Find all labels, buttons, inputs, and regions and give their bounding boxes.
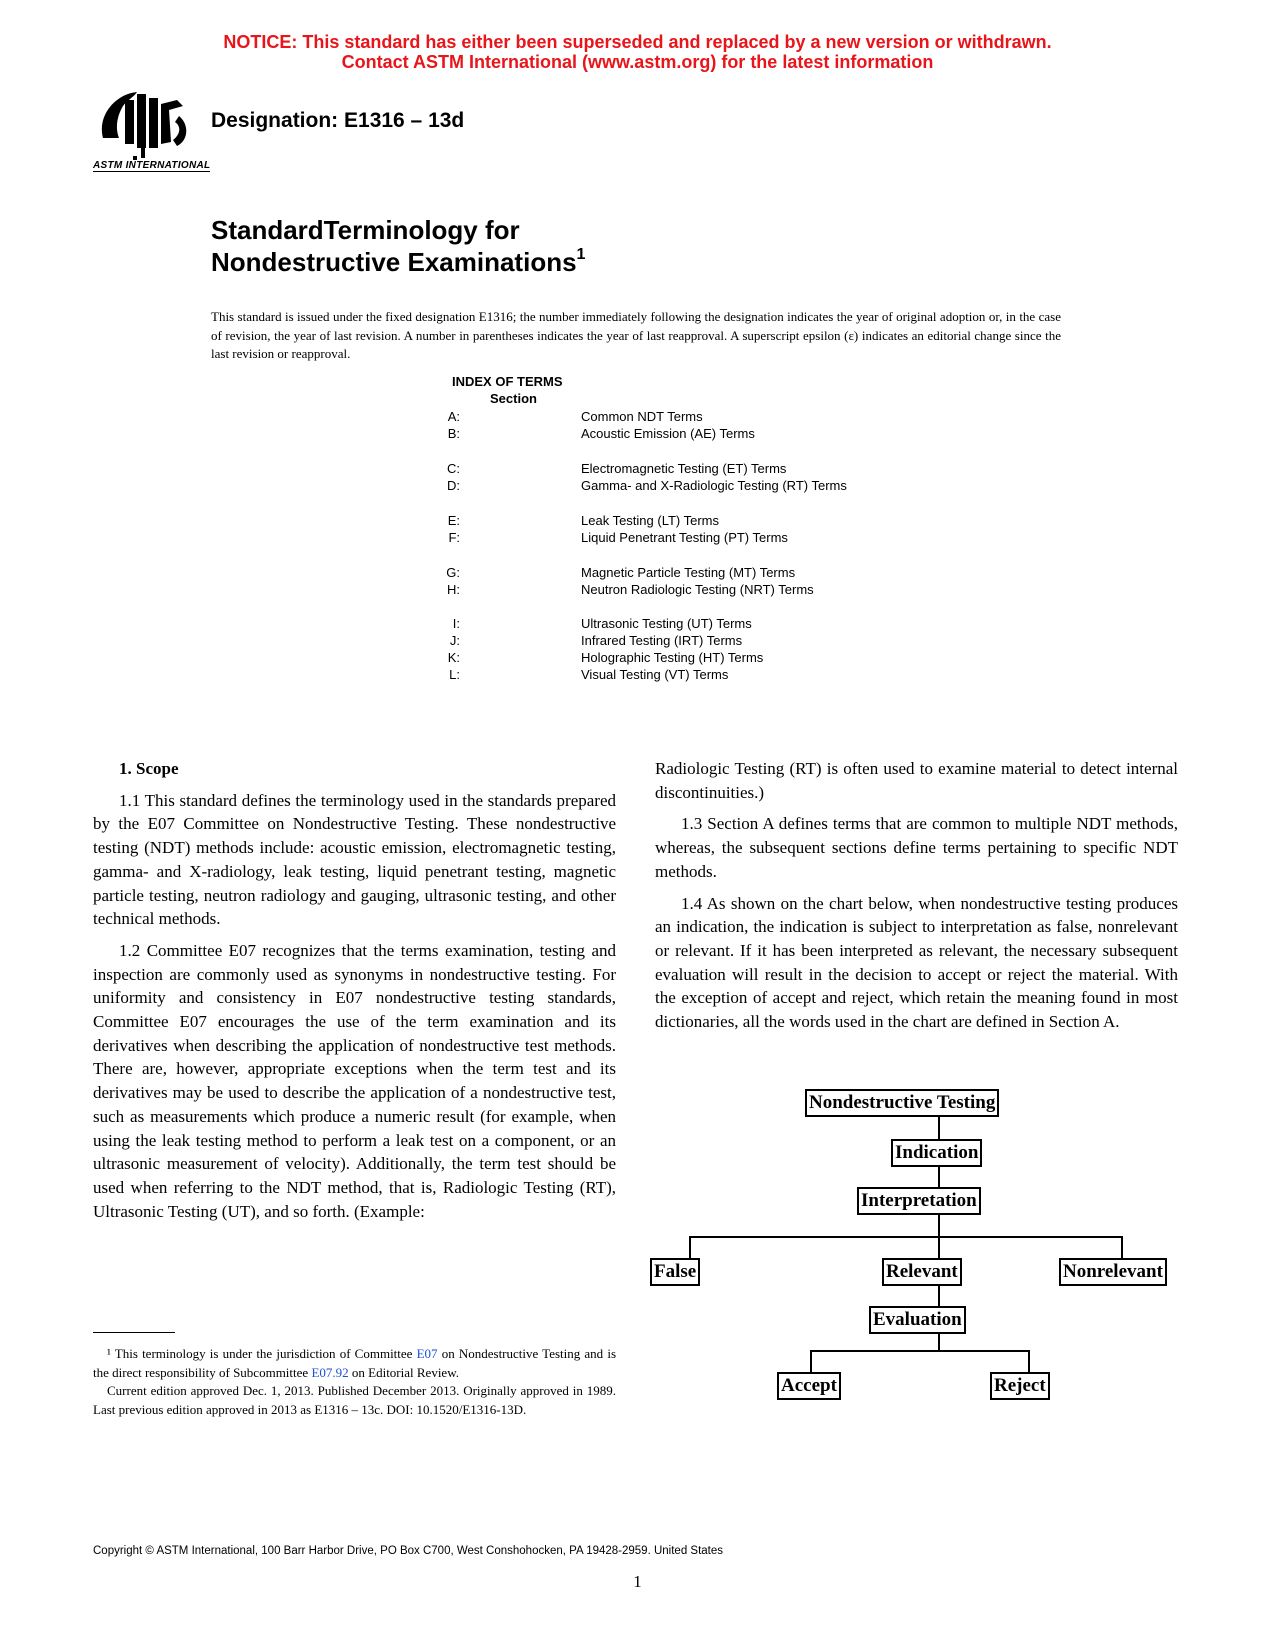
index-term: Acoustic Emission (AE) Terms bbox=[581, 426, 755, 441]
copyright: Copyright © ASTM International, 100 Barr Harbor Drive, PO Box C700, West Conshohocken, PA 19428-2959. United States bbox=[93, 1545, 724, 1557]
index-letter: C: bbox=[447, 461, 460, 476]
footnote-1-text: ¹ This terminology is under the jurisdiction of Committee bbox=[107, 1346, 417, 1361]
index-letter: I: bbox=[452, 616, 460, 631]
index-letter: D: bbox=[447, 478, 460, 493]
right-column bbox=[655, 757, 1178, 1042]
index-term: Electromagnetic Testing (ET) Terms bbox=[581, 461, 787, 476]
index-term: Visual Testing (VT) Terms bbox=[581, 667, 729, 682]
subcommittee-e07-92-link[interactable]: E07.92 bbox=[311, 1364, 349, 1380]
index-term: Common NDT Terms bbox=[581, 409, 703, 424]
paragraph-1-2-continued: Radiologic Testing (RT) is often used to examine material to detect internal discontinuities.) bbox=[655, 759, 1178, 802]
title-line-2: Nondestructive Examinations bbox=[211, 247, 577, 277]
connector bbox=[938, 1284, 940, 1306]
index-letter: L: bbox=[449, 667, 460, 682]
connector bbox=[938, 1332, 940, 1352]
connector bbox=[810, 1350, 812, 1372]
index-letter: J: bbox=[449, 633, 460, 648]
index-term: Infrared Testing (IRT) Terms bbox=[581, 633, 743, 648]
ndt-flowchart bbox=[650, 1087, 1190, 1417]
paragraph-1-3: 1.3 Section A defines terms that are common to multiple NDT methods, whereas, the subsequent sections define terms pertaining to specific NDT methods. bbox=[655, 814, 1178, 881]
paragraph-1-4: 1.4 As shown on the chart below, when nondestructive testing produces an indication, the indication is subject to interpretation as false, nonrelevant or relevant. If it has been interpreted as relevant, the necessary subsequent evaluation will result in the decision to accept or reject the material. With the exception of accept and reject, which retain the meaning found in most dictionaries, all the words used in the chart are defined in Section A. bbox=[655, 893, 1178, 1032]
connector bbox=[938, 1115, 940, 1139]
index-letter: B: bbox=[447, 426, 460, 441]
index-letter: E: bbox=[447, 513, 460, 528]
committee-e07-link[interactable]: E07 bbox=[416, 1346, 438, 1361]
footnotes bbox=[93, 1345, 616, 1419]
connector bbox=[1121, 1236, 1123, 1258]
index-letter: A: bbox=[447, 409, 460, 424]
index-term: Holographic Testing (HT) Terms bbox=[581, 650, 764, 665]
logo-text: ASTM INTERNATIONAL bbox=[93, 160, 211, 171]
title-line-1: StandardTerminology for bbox=[211, 215, 520, 245]
node-accept: Accept bbox=[777, 1372, 841, 1400]
paragraph-1-1: 1.1 This standard defines the terminology used in the standards prepared by the E07 Committee on Nondestructive Testing. These nondestructive testing (NDT) methods include: acoustic emission, electromagnetic testing, gamma- and X-radiology, leak testing, liquid penetrant testing, magnetic particle testing, neutron radiology and gauging, ultrasonic testing, and other technical methods. bbox=[93, 790, 616, 929]
footnote-1 bbox=[93, 1345, 616, 1382]
paragraph-1-2: 1.2 Committee E07 recognizes that the terms examination, testing and inspection are commonly used as synonyms in nondestructive testing. For uniformity and consistency in E07 nondestructive testing standards, Committee E07 encourages the use of the term examination and its derivatives when describing the application of nondestructive test methods. There are, however, appropriate exceptions when the term test and its derivatives may be used to describe the application of a nondestructive test, such as measurements which produce a numeric result (for example, when using the leak testing method to perform a leak test on a component, or an ultrasonic measurement of velocity). Additionally, the term test should be used when referring to the NDT method, that is, Radiologic Testing (RT), Ultrasonic Testing (UT), and so forth. (Example: bbox=[93, 940, 616, 1221]
index-term: Neutron Radiologic Testing (NRT) Terms bbox=[581, 582, 814, 597]
index-term: Gamma- and X-Radiologic Testing (RT) Terms bbox=[581, 478, 847, 493]
connector bbox=[1028, 1350, 1030, 1372]
connector bbox=[689, 1236, 691, 1258]
index-section-header: Section bbox=[490, 391, 537, 406]
page-number: 1 bbox=[633, 1572, 642, 1591]
index-letter: F: bbox=[448, 530, 460, 545]
node-reject: Reject bbox=[990, 1372, 1050, 1400]
index-term: Liquid Penetrant Testing (PT) Terms bbox=[581, 530, 788, 545]
node-indication: Indication bbox=[891, 1139, 982, 1167]
node-false: False bbox=[650, 1258, 700, 1286]
connector bbox=[938, 1236, 940, 1258]
connector bbox=[938, 1165, 940, 1187]
footnote-divider bbox=[93, 1332, 175, 1333]
index-term: Magnetic Particle Testing (MT) Terms bbox=[581, 565, 796, 580]
left-column bbox=[93, 757, 616, 1231]
index-term: Leak Testing (LT) Terms bbox=[581, 513, 719, 528]
node-nonrelevant: Nonrelevant bbox=[1059, 1258, 1167, 1286]
node-nondestructive-testing: Nondestructive Testing bbox=[805, 1089, 999, 1117]
scope-heading: 1. Scope bbox=[119, 759, 179, 778]
withdrawn-notice bbox=[0, 32, 1275, 72]
footnote-1-text: on Nondestructive Testing and is the direct responsibility of Subcommittee bbox=[93, 1346, 617, 1380]
designation: Designation: E1316 – 13d bbox=[211, 109, 465, 132]
node-interpretation: Interpretation bbox=[857, 1187, 981, 1215]
node-relevant: Relevant bbox=[882, 1258, 962, 1286]
index-letter: K: bbox=[447, 650, 460, 665]
connector bbox=[810, 1350, 1030, 1352]
index-title: INDEX OF TERMS bbox=[452, 374, 563, 389]
issue-note: This standard is issued under the fixed designation E1316; the number immediately following the designation indicates the year of original adoption or, in the case of revision, the year of last revision. A number in parentheses indicates the year of last reapproval. A superscript epsilon (ε) indicates an editorial change since the last revision or reapproval. bbox=[211, 309, 1061, 361]
astm-logo bbox=[93, 86, 211, 182]
footnote-2: Current edition approved Dec. 1, 2013. Published December 2013. Originally approved in 1989. Last previous edition approved in 2013 as E1316 – 13c. DOI: 10.1520/E1316-13D. bbox=[93, 1383, 616, 1417]
notice-line-1: NOTICE: This standard has either been superseded and replaced by a new version or withdrawn. bbox=[223, 32, 1052, 52]
document-title bbox=[211, 214, 585, 278]
node-evaluation: Evaluation bbox=[869, 1306, 966, 1334]
index-letter: G: bbox=[446, 565, 460, 580]
index-letter: H: bbox=[447, 582, 460, 597]
title-footnote-mark: 1 bbox=[576, 246, 586, 263]
notice-line-2: Contact ASTM International (www.astm.org) for the latest information bbox=[341, 52, 934, 72]
connector bbox=[938, 1213, 940, 1237]
index-term: Ultrasonic Testing (UT) Terms bbox=[581, 616, 752, 631]
footnote-1-text: on Editorial Review. bbox=[348, 1364, 459, 1380]
connector bbox=[689, 1236, 1123, 1238]
